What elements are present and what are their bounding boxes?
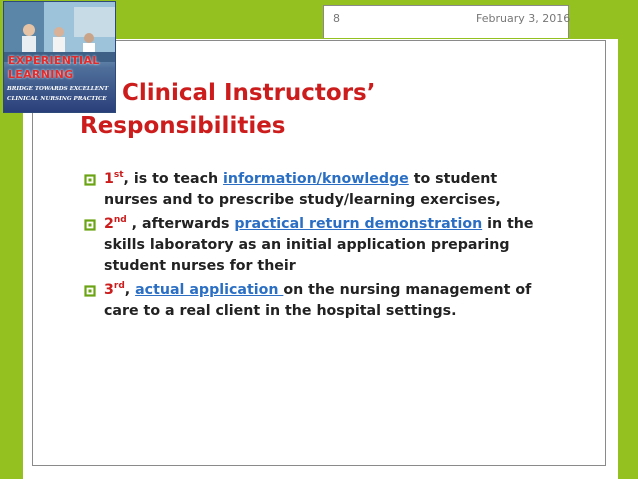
logo-title-line-2: LEARNING (8, 68, 74, 81)
right-accent-bar (618, 0, 638, 479)
slide-title-line-2: Responsibilities (80, 113, 286, 139)
hyperlink-actual-application[interactable]: actual application (135, 282, 284, 298)
ordinal-number: 1 (104, 171, 114, 187)
ordinal (104, 216, 127, 232)
ordinal-suffix: rd (113, 281, 125, 291)
list-item (84, 169, 554, 211)
logo-tagline-1: BRIDGE TOWARDS EXCELLENT (7, 86, 109, 92)
bullet-text-pre: , afterwards (126, 216, 235, 232)
ordinal (104, 282, 125, 298)
hollow-square-bullet-icon (84, 285, 96, 297)
bullet-text-post: on the nursing management of care to a real client in the hospital settings. (104, 282, 532, 319)
bullet-text-post: in the skills laboratory as an initial application preparing student nurses for their (104, 216, 534, 274)
bullet-text-pre: , (124, 282, 136, 298)
list-item (84, 280, 554, 322)
slide-title-line-1: Clinical Instructors’ (122, 80, 376, 106)
hollow-square-bullet-icon (84, 219, 96, 231)
bullet-text-post: to student nurses and to prescribe study/learning exercises, (104, 171, 501, 208)
list-item (84, 214, 554, 277)
ordinal-suffix: st (113, 170, 124, 180)
classroom-scene-image (4, 2, 116, 62)
responsibilities-list (84, 169, 554, 325)
ordinal-number: 3 (104, 282, 114, 298)
ordinal-number: 2 (104, 216, 114, 232)
ordinal-suffix: nd (113, 215, 127, 225)
slide-date: February 3, 2016 (476, 12, 571, 25)
slide-title (80, 77, 580, 143)
hyperlink-practical-return-demonstration[interactable]: practical return demonstration (234, 216, 483, 232)
ordinal (104, 171, 124, 187)
hyperlink-information-knowledge[interactable]: information/knowledge (223, 171, 409, 187)
bullet-text-pre: , is to teach (123, 171, 224, 187)
hollow-square-bullet-icon (84, 174, 96, 186)
logo-tagline-2: CLINICAL NURSING PRACTICE (7, 96, 107, 102)
slide-number: 8 (333, 12, 340, 25)
logo-title-line-1: EXPERIENTIAL (8, 54, 100, 67)
